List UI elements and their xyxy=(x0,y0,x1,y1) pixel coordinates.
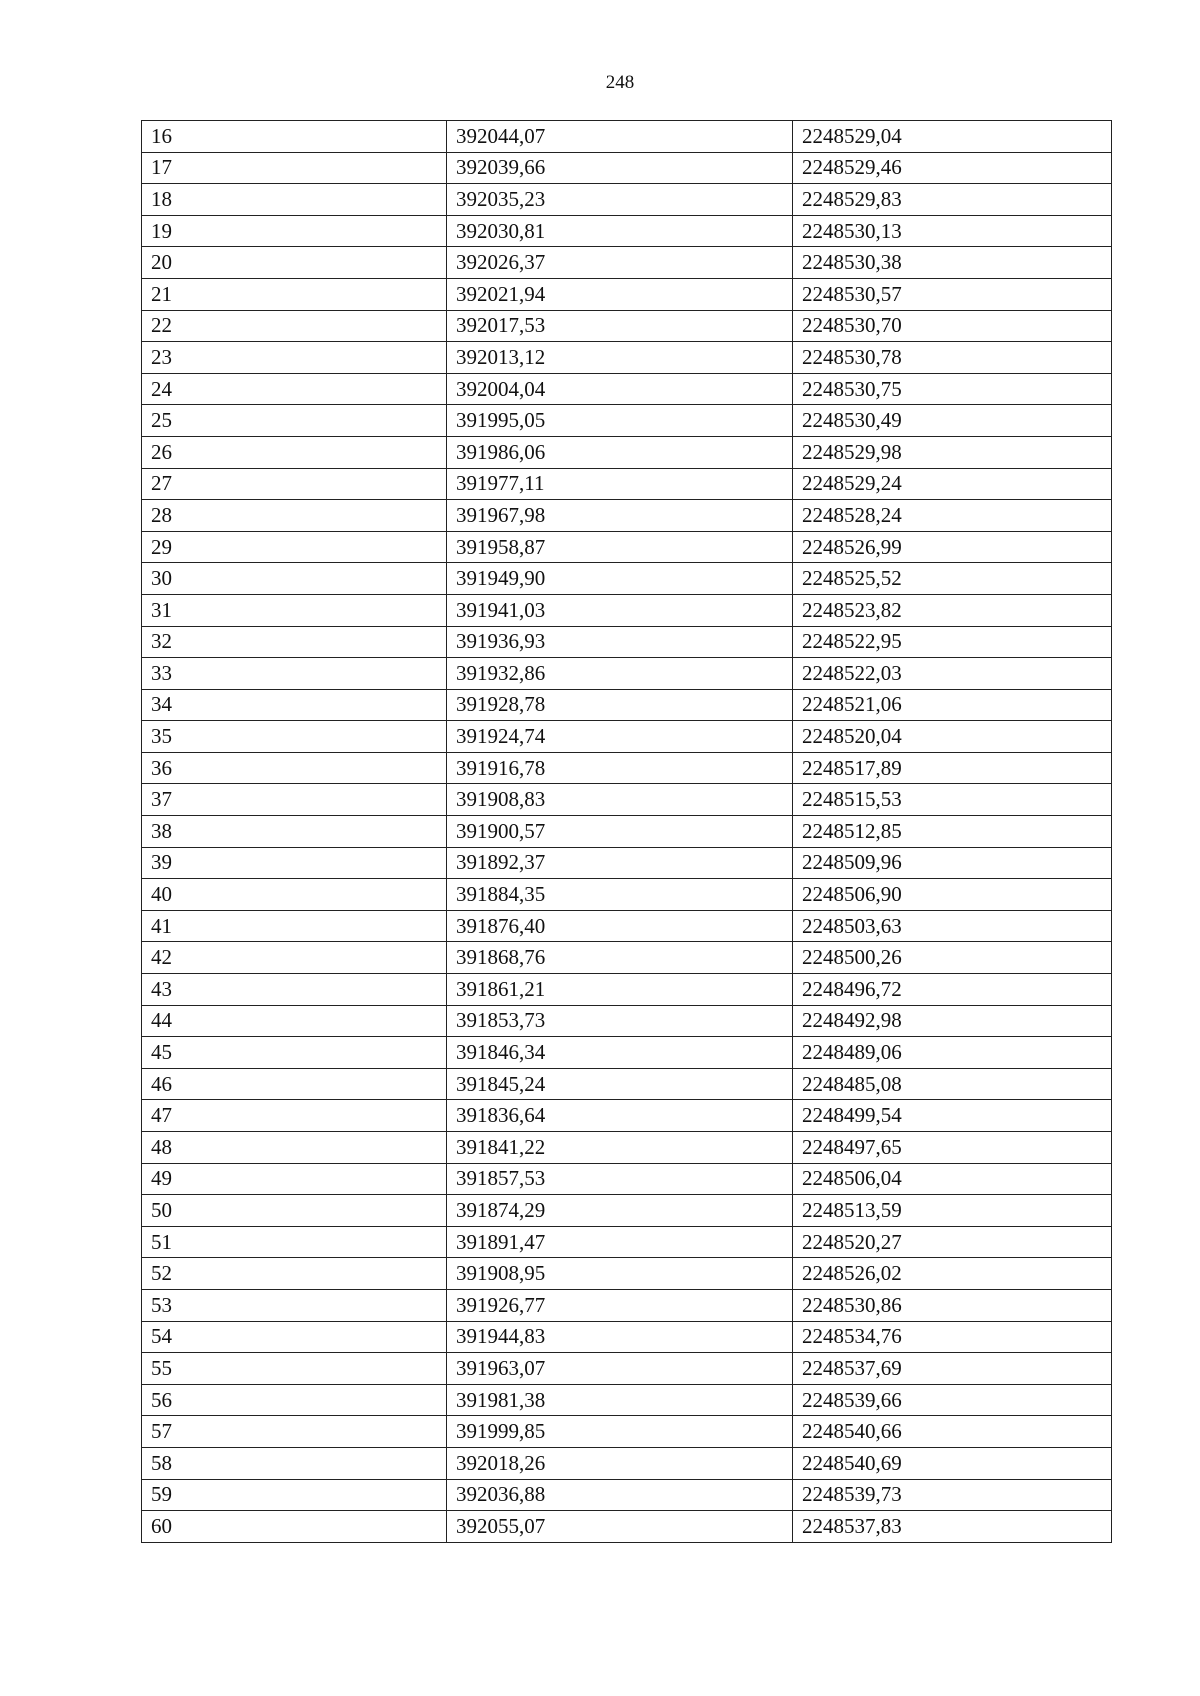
y-coordinate-cell: 2248522,03 xyxy=(793,658,1112,690)
x-coordinate-cell: 391884,35 xyxy=(447,879,793,911)
table-row xyxy=(142,942,1112,974)
y-coordinate-cell: 2248523,82 xyxy=(793,594,1112,626)
point-number-cell: 49 xyxy=(142,1163,447,1195)
x-coordinate-cell: 392036,88 xyxy=(447,1479,793,1511)
point-number-cell: 52 xyxy=(142,1258,447,1290)
table-row xyxy=(142,752,1112,784)
y-coordinate-cell: 2248530,78 xyxy=(793,342,1112,374)
coordinates-table-body xyxy=(142,121,1112,1543)
point-number-cell: 27 xyxy=(142,468,447,500)
table-row xyxy=(142,310,1112,342)
x-coordinate-cell: 391999,85 xyxy=(447,1416,793,1448)
point-number-cell: 53 xyxy=(142,1289,447,1321)
point-number-cell: 58 xyxy=(142,1447,447,1479)
point-number-cell: 19 xyxy=(142,215,447,247)
y-coordinate-cell: 2248525,52 xyxy=(793,563,1112,595)
table-row xyxy=(142,910,1112,942)
x-coordinate-cell: 391967,98 xyxy=(447,500,793,532)
x-coordinate-cell: 391928,78 xyxy=(447,689,793,721)
point-number-cell: 26 xyxy=(142,436,447,468)
y-coordinate-cell: 2248497,65 xyxy=(793,1132,1112,1164)
y-coordinate-cell: 2248526,99 xyxy=(793,531,1112,563)
y-coordinate-cell: 2248530,49 xyxy=(793,405,1112,437)
x-coordinate-cell: 391900,57 xyxy=(447,816,793,848)
y-coordinate-cell: 2248509,96 xyxy=(793,847,1112,879)
table-row xyxy=(142,1037,1112,1069)
point-number-cell: 20 xyxy=(142,247,447,279)
x-coordinate-cell: 391846,34 xyxy=(447,1037,793,1069)
point-number-cell: 36 xyxy=(142,752,447,784)
x-coordinate-cell: 391963,07 xyxy=(447,1353,793,1385)
point-number-cell: 45 xyxy=(142,1037,447,1069)
table-row xyxy=(142,468,1112,500)
table-row xyxy=(142,1353,1112,1385)
x-coordinate-cell: 391924,74 xyxy=(447,721,793,753)
point-number-cell: 48 xyxy=(142,1132,447,1164)
point-number-cell: 59 xyxy=(142,1479,447,1511)
y-coordinate-cell: 2248515,53 xyxy=(793,784,1112,816)
point-number-cell: 23 xyxy=(142,342,447,374)
table-row xyxy=(142,784,1112,816)
x-coordinate-cell: 392026,37 xyxy=(447,247,793,279)
table-row xyxy=(142,1384,1112,1416)
table-row xyxy=(142,626,1112,658)
table-row xyxy=(142,1258,1112,1290)
y-coordinate-cell: 2248530,38 xyxy=(793,247,1112,279)
y-coordinate-cell: 2248530,57 xyxy=(793,278,1112,310)
table-row xyxy=(142,373,1112,405)
y-coordinate-cell: 2248537,83 xyxy=(793,1511,1112,1543)
x-coordinate-cell: 391936,93 xyxy=(447,626,793,658)
table-row xyxy=(142,689,1112,721)
table-row xyxy=(142,1447,1112,1479)
y-coordinate-cell: 2248530,75 xyxy=(793,373,1112,405)
table-row xyxy=(142,974,1112,1006)
point-number-cell: 38 xyxy=(142,816,447,848)
x-coordinate-cell: 391857,53 xyxy=(447,1163,793,1195)
x-coordinate-cell: 391892,37 xyxy=(447,847,793,879)
x-coordinate-cell: 391941,03 xyxy=(447,594,793,626)
y-coordinate-cell: 2248540,66 xyxy=(793,1416,1112,1448)
x-coordinate-cell: 391868,76 xyxy=(447,942,793,974)
y-coordinate-cell: 2248528,24 xyxy=(793,500,1112,532)
table-row xyxy=(142,1100,1112,1132)
point-number-cell: 43 xyxy=(142,974,447,1006)
table-row xyxy=(142,1163,1112,1195)
x-coordinate-cell: 392004,04 xyxy=(447,373,793,405)
table-row xyxy=(142,816,1112,848)
table-row xyxy=(142,1226,1112,1258)
y-coordinate-cell: 2248513,59 xyxy=(793,1195,1112,1227)
point-number-cell: 29 xyxy=(142,531,447,563)
table-row xyxy=(142,405,1112,437)
point-number-cell: 24 xyxy=(142,373,447,405)
table-row xyxy=(142,531,1112,563)
x-coordinate-cell: 391958,87 xyxy=(447,531,793,563)
x-coordinate-cell: 391853,73 xyxy=(447,1005,793,1037)
y-coordinate-cell: 2248522,95 xyxy=(793,626,1112,658)
table-row xyxy=(142,121,1112,153)
x-coordinate-cell: 391949,90 xyxy=(447,563,793,595)
x-coordinate-cell: 392021,94 xyxy=(447,278,793,310)
table-row xyxy=(142,436,1112,468)
y-coordinate-cell: 2248529,46 xyxy=(793,152,1112,184)
y-coordinate-cell: 2248530,86 xyxy=(793,1289,1112,1321)
point-number-cell: 55 xyxy=(142,1353,447,1385)
y-coordinate-cell: 2248534,76 xyxy=(793,1321,1112,1353)
y-coordinate-cell: 2248520,04 xyxy=(793,721,1112,753)
x-coordinate-cell: 392013,12 xyxy=(447,342,793,374)
point-number-cell: 33 xyxy=(142,658,447,690)
y-coordinate-cell: 2248537,69 xyxy=(793,1353,1112,1385)
point-number-cell: 46 xyxy=(142,1068,447,1100)
point-number-cell: 40 xyxy=(142,879,447,911)
table-row xyxy=(142,563,1112,595)
table-row xyxy=(142,879,1112,911)
point-number-cell: 51 xyxy=(142,1226,447,1258)
point-number-cell: 37 xyxy=(142,784,447,816)
x-coordinate-cell: 391891,47 xyxy=(447,1226,793,1258)
y-coordinate-cell: 2248517,89 xyxy=(793,752,1112,784)
y-coordinate-cell: 2248503,63 xyxy=(793,910,1112,942)
point-number-cell: 42 xyxy=(142,942,447,974)
x-coordinate-cell: 391908,83 xyxy=(447,784,793,816)
point-number-cell: 31 xyxy=(142,594,447,626)
table-row xyxy=(142,247,1112,279)
x-coordinate-cell: 391981,38 xyxy=(447,1384,793,1416)
table-row xyxy=(142,278,1112,310)
y-coordinate-cell: 2248539,73 xyxy=(793,1479,1112,1511)
y-coordinate-cell: 2248526,02 xyxy=(793,1258,1112,1290)
point-number-cell: 22 xyxy=(142,310,447,342)
table-row xyxy=(142,1321,1112,1353)
table-row xyxy=(142,1416,1112,1448)
point-number-cell: 56 xyxy=(142,1384,447,1416)
table-row xyxy=(142,1132,1112,1164)
page-number: 248 xyxy=(605,72,635,93)
point-number-cell: 28 xyxy=(142,500,447,532)
y-coordinate-cell: 2248529,24 xyxy=(793,468,1112,500)
table-row xyxy=(142,1195,1112,1227)
table-row xyxy=(142,1005,1112,1037)
x-coordinate-cell: 391932,86 xyxy=(447,658,793,690)
table-row xyxy=(142,1511,1112,1543)
x-coordinate-cell: 391926,77 xyxy=(447,1289,793,1321)
table-row xyxy=(142,184,1112,216)
x-coordinate-cell: 392044,07 xyxy=(447,121,793,153)
y-coordinate-cell: 2248540,69 xyxy=(793,1447,1112,1479)
x-coordinate-cell: 391845,24 xyxy=(447,1068,793,1100)
table-row xyxy=(142,1289,1112,1321)
point-number-cell: 18 xyxy=(142,184,447,216)
y-coordinate-cell: 2248496,72 xyxy=(793,974,1112,1006)
y-coordinate-cell: 2248492,98 xyxy=(793,1005,1112,1037)
x-coordinate-cell: 392030,81 xyxy=(447,215,793,247)
y-coordinate-cell: 2248499,54 xyxy=(793,1100,1112,1132)
y-coordinate-cell: 2248506,90 xyxy=(793,879,1112,911)
x-coordinate-cell: 391841,22 xyxy=(447,1132,793,1164)
table-row xyxy=(142,342,1112,374)
y-coordinate-cell: 2248500,26 xyxy=(793,942,1112,974)
point-number-cell: 16 xyxy=(142,121,447,153)
table-row xyxy=(142,594,1112,626)
x-coordinate-cell: 392035,23 xyxy=(447,184,793,216)
point-number-cell: 25 xyxy=(142,405,447,437)
y-coordinate-cell: 2248529,83 xyxy=(793,184,1112,216)
table-row xyxy=(142,847,1112,879)
x-coordinate-cell: 391861,21 xyxy=(447,974,793,1006)
x-coordinate-cell: 392055,07 xyxy=(447,1511,793,1543)
point-number-cell: 44 xyxy=(142,1005,447,1037)
y-coordinate-cell: 2248489,06 xyxy=(793,1037,1112,1069)
x-coordinate-cell: 392018,26 xyxy=(447,1447,793,1479)
table-row xyxy=(142,500,1112,532)
y-coordinate-cell: 2248520,27 xyxy=(793,1226,1112,1258)
y-coordinate-cell: 2248506,04 xyxy=(793,1163,1112,1195)
x-coordinate-cell: 391995,05 xyxy=(447,405,793,437)
point-number-cell: 17 xyxy=(142,152,447,184)
x-coordinate-cell: 392039,66 xyxy=(447,152,793,184)
y-coordinate-cell: 2248539,66 xyxy=(793,1384,1112,1416)
x-coordinate-cell: 391908,95 xyxy=(447,1258,793,1290)
table-row xyxy=(142,1479,1112,1511)
y-coordinate-cell: 2248530,13 xyxy=(793,215,1112,247)
table-row xyxy=(142,658,1112,690)
x-coordinate-cell: 391876,40 xyxy=(447,910,793,942)
coordinates-table xyxy=(141,120,1112,1543)
point-number-cell: 57 xyxy=(142,1416,447,1448)
point-number-cell: 32 xyxy=(142,626,447,658)
point-number-cell: 34 xyxy=(142,689,447,721)
x-coordinate-cell: 392017,53 xyxy=(447,310,793,342)
y-coordinate-cell: 2248529,04 xyxy=(793,121,1112,153)
x-coordinate-cell: 391836,64 xyxy=(447,1100,793,1132)
point-number-cell: 30 xyxy=(142,563,447,595)
table-row xyxy=(142,215,1112,247)
point-number-cell: 35 xyxy=(142,721,447,753)
x-coordinate-cell: 391916,78 xyxy=(447,752,793,784)
x-coordinate-cell: 391977,11 xyxy=(447,468,793,500)
point-number-cell: 50 xyxy=(142,1195,447,1227)
x-coordinate-cell: 391944,83 xyxy=(447,1321,793,1353)
x-coordinate-cell: 391874,29 xyxy=(447,1195,793,1227)
point-number-cell: 21 xyxy=(142,278,447,310)
y-coordinate-cell: 2248529,98 xyxy=(793,436,1112,468)
point-number-cell: 41 xyxy=(142,910,447,942)
y-coordinate-cell: 2248530,70 xyxy=(793,310,1112,342)
table-row xyxy=(142,1068,1112,1100)
point-number-cell: 39 xyxy=(142,847,447,879)
y-coordinate-cell: 2248485,08 xyxy=(793,1068,1112,1100)
point-number-cell: 54 xyxy=(142,1321,447,1353)
point-number-cell: 60 xyxy=(142,1511,447,1543)
table-row xyxy=(142,721,1112,753)
y-coordinate-cell: 2248512,85 xyxy=(793,816,1112,848)
point-number-cell: 47 xyxy=(142,1100,447,1132)
y-coordinate-cell: 2248521,06 xyxy=(793,689,1112,721)
table-row xyxy=(142,152,1112,184)
x-coordinate-cell: 391986,06 xyxy=(447,436,793,468)
